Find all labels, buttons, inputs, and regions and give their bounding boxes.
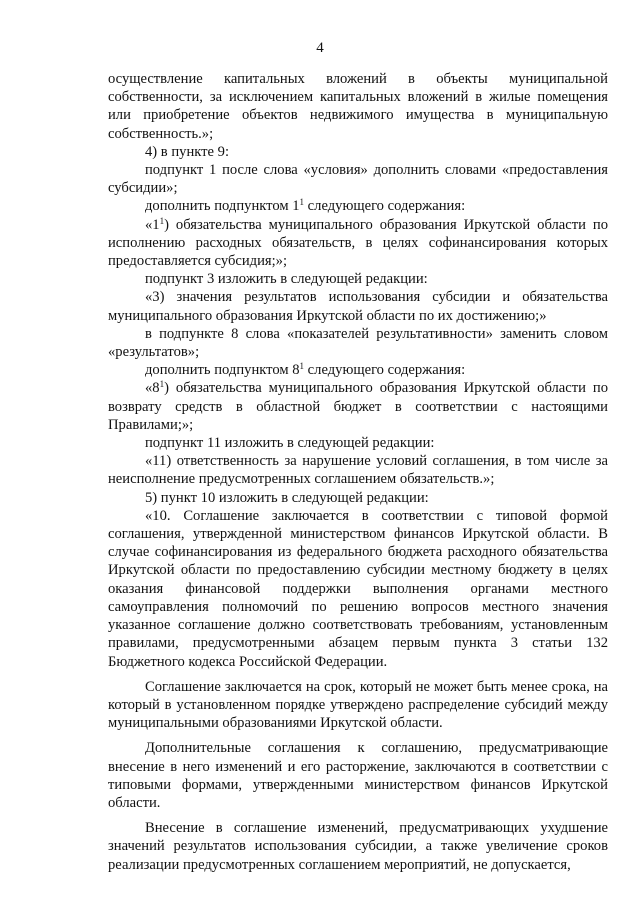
paragraph bbox=[108, 216, 608, 271]
paragraph: «10. Соглашение заключается в соответствии с типовой формой соглашения, утвержденной министерством финансов Иркутской области. В случае софинансирования из федерального бюджета расходного обязательства Иркутской области по предоставлению субсидии местному бюджету в целях оказания финансовой поддержки выполнения органами местного самоуправления полномочий по решению вопросов местного значения указанное соглашение должно соответствовать требованиям, установленным правилами, предусмотренными абзацем первым пункта 3 статьи 132 Бюджетного кодекса Российской Федерации. bbox=[108, 507, 608, 670]
paragraph-text: следующего содержания: bbox=[304, 198, 466, 215]
paragraph: 4) в пункте 9: bbox=[145, 143, 230, 160]
paragraph: 5) пункт 10 изложить в следующей редакции: bbox=[145, 489, 429, 506]
page-number: 4 bbox=[316, 40, 324, 56]
paragraph-text: ) обязательства муниципального образования Иркутской области по исполнению расходных обязательств, в целях софинансирования которых предоставляется субсидия;»; bbox=[108, 216, 608, 270]
paragraph: Внесение в соглашение изменений, предусматривающих ухудшение значений результатов использования субсидии, а также увеличение сроков реализации предусмотренных соглашением мероприятий, не допускается, bbox=[108, 820, 608, 873]
superscript: 1 bbox=[299, 197, 305, 208]
paragraph-text: «8 bbox=[145, 380, 160, 397]
paragraph: «11) ответственность за нарушение условий соглашения, в том числе за неисполнение предусмотренных соглашением обязательств.»; bbox=[108, 453, 608, 488]
paragraph-text: дополнить подпунктом 8 bbox=[145, 362, 300, 379]
paragraph-text: ) обязательства муниципального образования Иркутской области по возврату средств в областной бюджет в соответствии с настоящими Правилами;»; bbox=[108, 380, 608, 433]
paragraph-text: «1 bbox=[145, 216, 160, 233]
paragraph: «3) значения результатов использования субсидии и обязательства муниципального образования Иркутской области по их достижению;» bbox=[108, 289, 608, 324]
superscript: 1 bbox=[299, 361, 305, 372]
paragraph: Соглашение заключается на срок, который не может быть менее срока, на который в установленном порядке утверждено распределение субсидий между муниципальными образованиями Иркутской области. bbox=[108, 678, 608, 732]
paragraph-text: дополнить подпунктом 1 bbox=[145, 198, 300, 215]
superscript: 1 bbox=[159, 379, 165, 390]
paragraph: подпункт 3 изложить в следующей редакции: bbox=[145, 271, 428, 288]
paragraph bbox=[108, 361, 608, 379]
paragraph: в подпункте 8 слова «показателей результативности» заменить словом «результатов»; bbox=[108, 325, 608, 361]
document-body bbox=[108, 70, 608, 874]
paragraph: Дополнительные соглашения к соглашению, предусматривающие внесение в него изменений и его расторжение, заключаются в соответствии с типовыми формами, утвержденными министерством финансов Иркутской области. bbox=[108, 740, 608, 811]
paragraph bbox=[108, 197, 608, 215]
paragraph: осуществление капитальных вложений в объекты муниципальной собственности, за исключением капитальных вложений в жилые помещения или приобретение объектов недвижимого имущества в муниципальную собственность.»; bbox=[108, 71, 608, 142]
paragraph: подпункт 11 изложить в следующей редакции: bbox=[145, 435, 435, 452]
paragraph-text: следующего содержания: bbox=[304, 362, 466, 379]
superscript: 1 bbox=[159, 215, 165, 226]
paragraph bbox=[108, 379, 608, 434]
paragraph: подпункт 1 после слова «условия» дополнить словами «предоставления субсидии»; bbox=[108, 162, 608, 197]
